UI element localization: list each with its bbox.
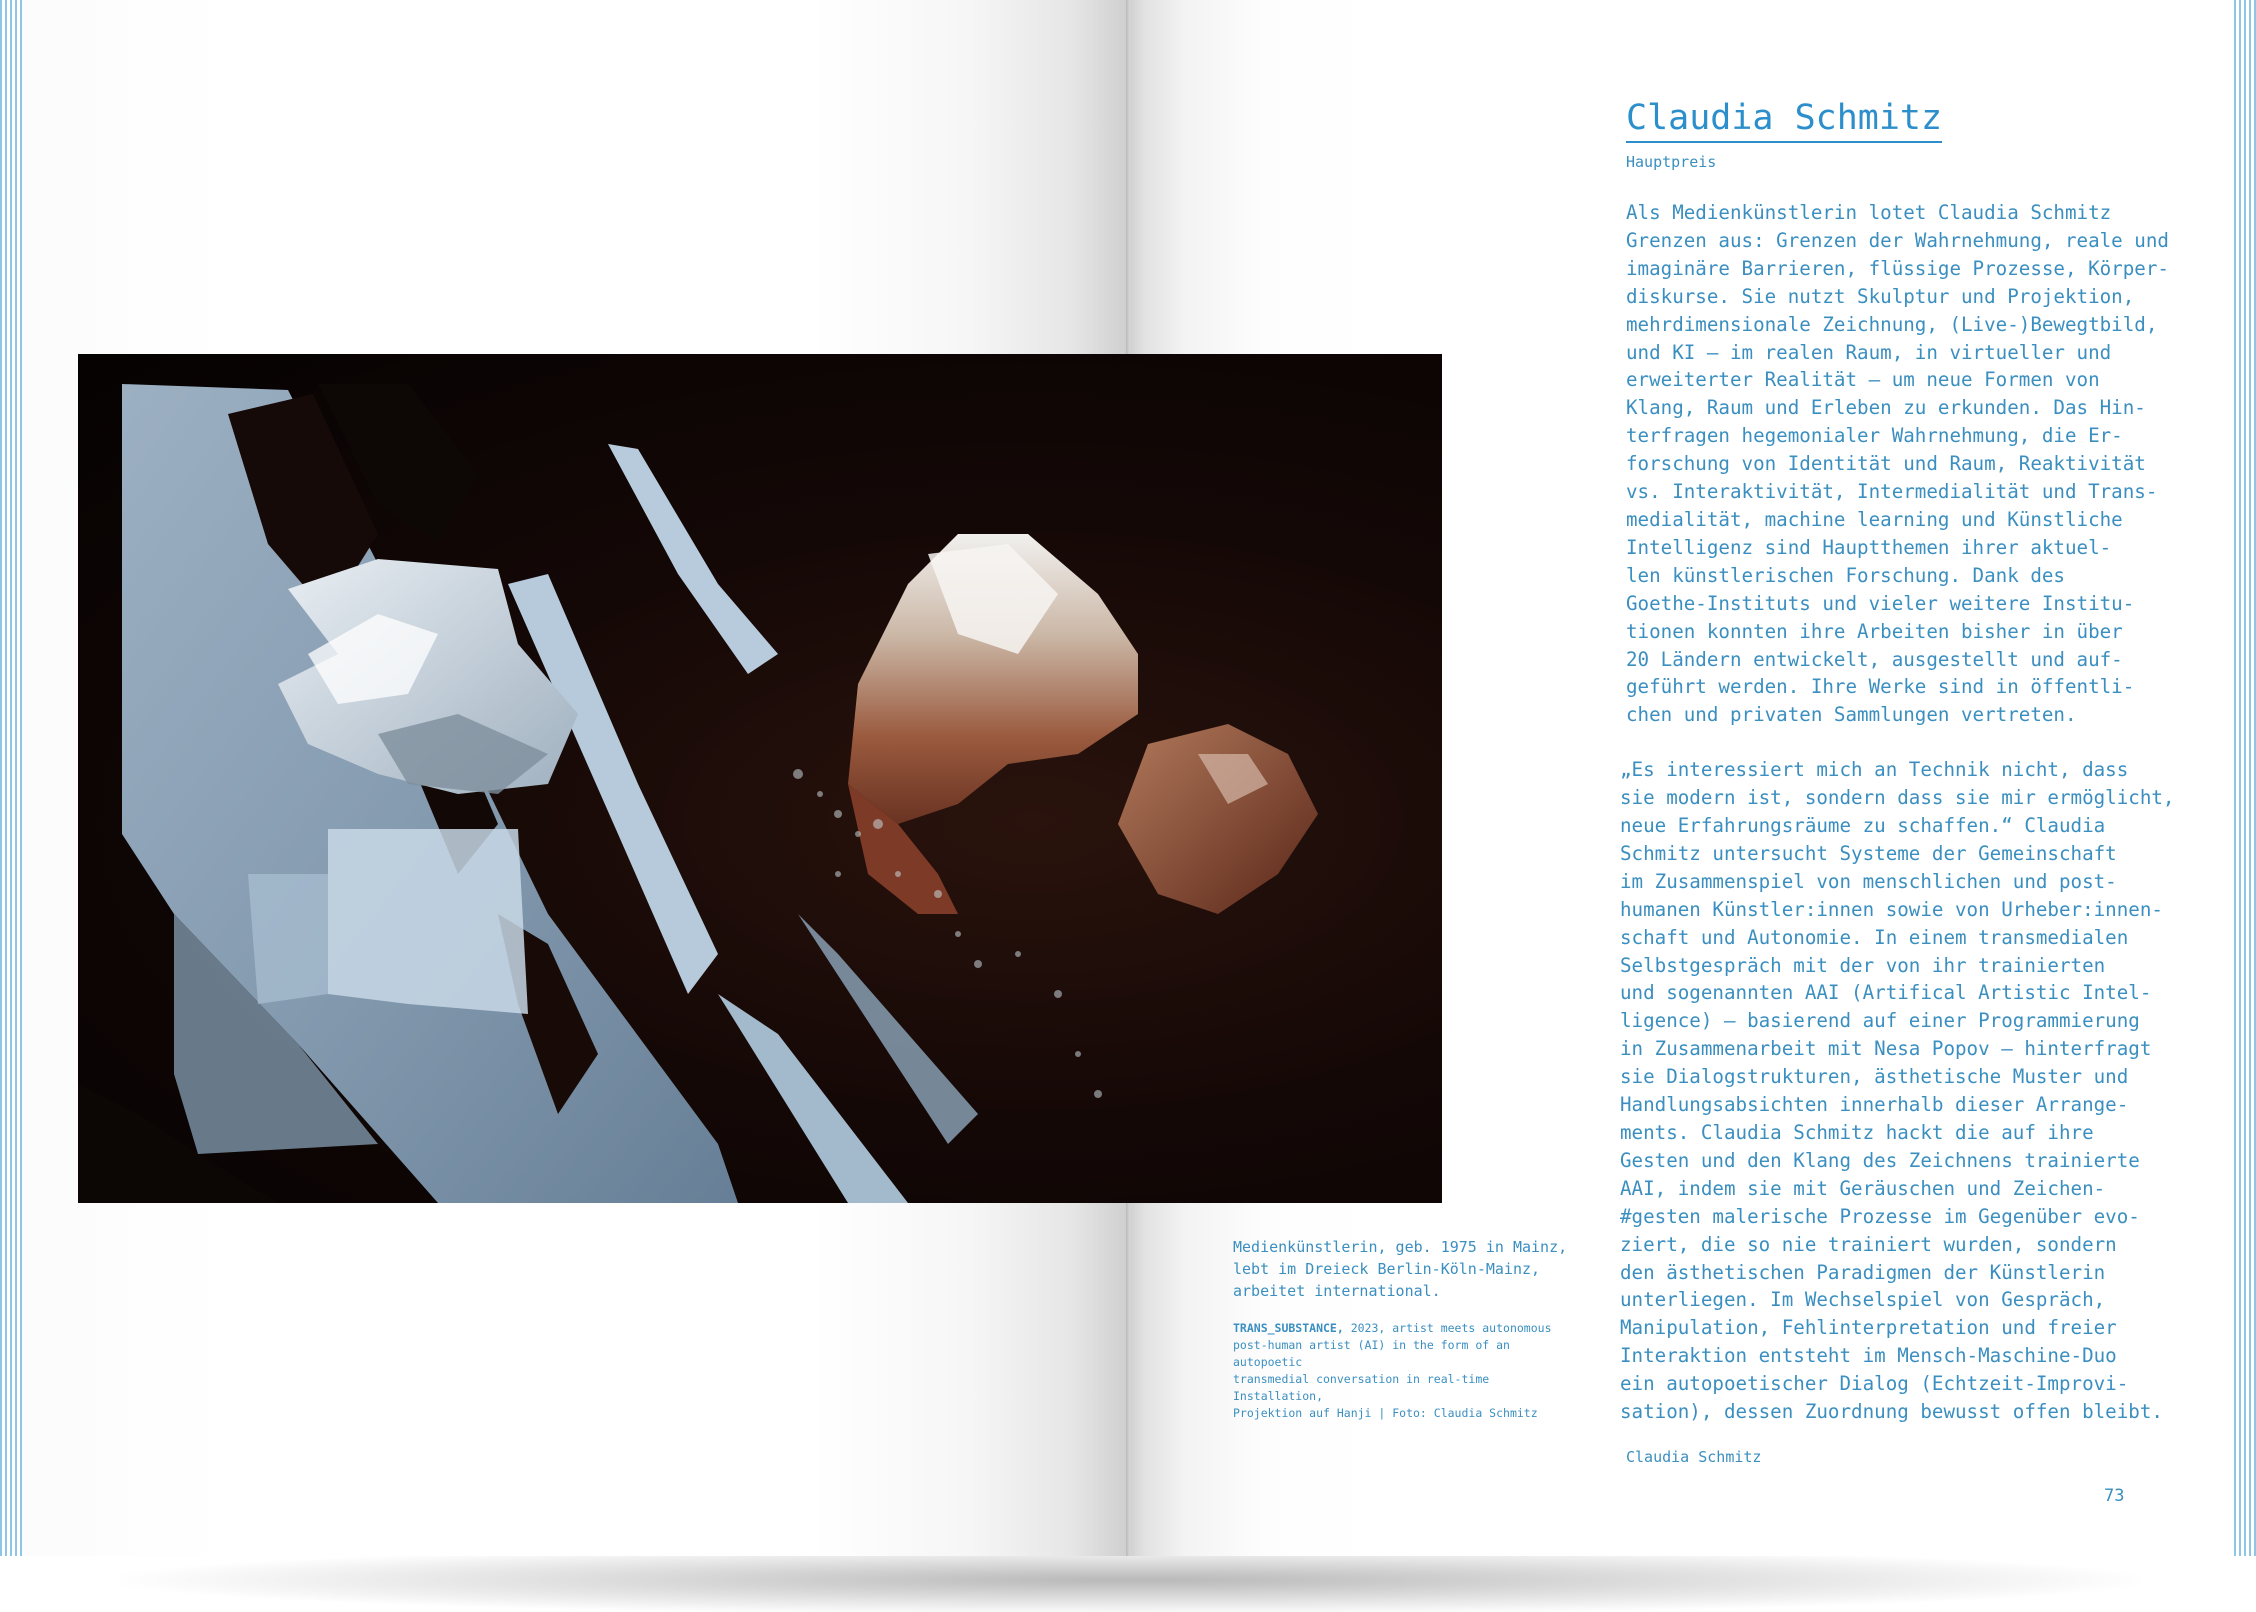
article-paragraph-1: Als Medienkünstlerin lotet Claudia Schmitz Grenzen aus: Grenzen der Wahrnehmung, reale und imaginäre Barrieren, flüssige Prozesse, Körper- diskurse. Sie nutzt Skulptur und Projektion, mehrdimensionale Zeichnung, (Live-)Bewegtbild, und KI – im realen Raum, in virtueller und erweiterter Realität – um neue Formen von Klang, Raum und Erleben zu erkunden. Das Hin- terfragen hegemonialer Wahrnehmung, die Er- forschung von Identität und Raum, Reaktivität vs. Interaktivität, Intermedialität und Trans- medialität, machine learning und Künstliche Intelligenz sind Hauptthemen ihrer aktuel- len künstlerischen Forschung. Dank des Goethe-Instituts und vieler weitere Institu- tionen konnten ihre Arbeiten bisher in über 20 Ländern entwickelt, ausgestellt und auf- geführt werden. Ihre Werke sind in öffentli- chen und privaten Sammlungen vertreten. xyxy=(1626,201,2169,727)
page-edges-right xyxy=(2234,0,2256,1556)
artwork-photo-illustration xyxy=(78,354,1442,1203)
award-label: Hauptpreis xyxy=(1626,153,1717,171)
page-edges-left xyxy=(0,0,22,1556)
caption-work xyxy=(1233,1320,1583,1422)
caption-work-details: 2023, artist meets autonomous post-human artist (AI) in the form of an autopoetic transmedial conversation in real-time Installation, Projektion auf Hanji | Foto: Claudia Schmitz xyxy=(1233,1321,1552,1420)
page-number: 73 xyxy=(2104,1486,2125,1506)
caption-work-title: TRANS_SUBSTANCE, xyxy=(1233,1321,1344,1335)
artwork-photo xyxy=(78,354,1442,1203)
article-paragraph-2: „Es interessiert mich an Technik nicht, dass sie modern ist, sondern dass sie mir ermöglicht, neue Erfahrungsräume zu schaffen.“ Claudia Schmitz untersucht Systeme der Gemeinschaft im Zusammenspiel von menschlichen und post- humanen Künstler:innen sowie von Urheber:innen- schaft und Autonomie. In einem transmedialen Selbstgespräch mit der von ihr trainierten und sogenannten AAI (Artifical Artistic Intel- ligence) – basierend auf einer Programmierung in Zusammenarbeit mit Nesa Popov – hinterfragt sie Dialogstrukturen, ästhetische Muster und Handlungsabsichten innerhalb dieser Arrange- ments. Claudia Schmitz hackt die auf ihre Gesten und den Klang des Zeichnens trainierte AAI, indem sie mit Geräuschen und Zeichen- #gesten malerische Prozesse im Gegenüber evo- ziert, die so nie trainiert wurden, sondern den ästhetischen Paradigmen der Künstlerin unterliegen. Im Wechselspiel von Gespräch, Manipulation, Fehlinterpretation und freier Interaktion entsteht im Mensch-Maschine-Duo ein autopoetischer Dialog (Echtzeit-Improvi- sation), dessen Zuordnung bewusst offen bleibt. xyxy=(1620,758,2175,1424)
article xyxy=(1620,96,2186,1468)
artist-name-heading: Claudia Schmitz xyxy=(1626,96,1942,143)
photo-caption xyxy=(1233,1236,1583,1422)
caption-bio: Medienkünstlerin, geb. 1975 in Mainz, lebt im Dreieck Berlin-Köln-Mainz, arbeitet international. xyxy=(1233,1238,1568,1300)
author-signature: Claudia Schmitz xyxy=(1626,1447,1762,1466)
